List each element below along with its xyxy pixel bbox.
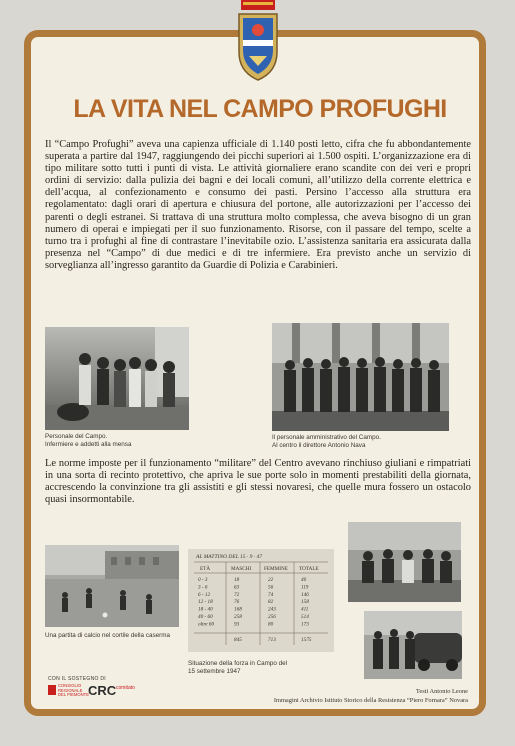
doc-col-maschi: MASCHI (231, 566, 252, 572)
photo-men-with-car (364, 611, 462, 679)
doc-table-cell: 0 - 3 (198, 577, 208, 583)
doc-table-cell: 74 (268, 591, 274, 598)
city-crest-icon (235, 0, 281, 84)
credit-images: Immagini Archivio Istituto Storico della Resistenza “Piero Fornara” Novara (273, 697, 468, 704)
doc-table-cell: 411 (301, 606, 309, 613)
doc-table-cell: 258 (234, 614, 242, 620)
photo-football-match (45, 545, 179, 627)
doc-col-eta: ETÀ (200, 566, 211, 572)
caption-photo-football: Una partita di calcio nel cortile della caserma (45, 632, 170, 639)
credit-texts: Testi Antonio Leone (415, 688, 468, 695)
doc-table-total: 713 (268, 637, 276, 643)
credits (250, 688, 468, 704)
doc-table-cell: 119 (301, 584, 309, 591)
photo-women-group (348, 522, 461, 602)
doc-table-cell: 3 - 6 (198, 584, 208, 591)
doc-table-cell: 12 - 18 (198, 599, 213, 606)
regional-council-logo: CONSIGLIO REGIONALE DEL PIEMONTE (58, 683, 90, 698)
doc-table-cell: 72 (234, 591, 240, 598)
caption-photo-staff: Personale del Campo. Infermiere e addetti alla mensa (45, 433, 132, 448)
doc-table-cell: 173 (301, 621, 309, 628)
doc-col-femmine: FEMMINE (264, 566, 288, 572)
doc-table-cell: 80 (268, 621, 274, 628)
doc-table-cell: 146 (301, 591, 309, 598)
doc-table-header: AL MATTINO DEL 15 · 9 · 47 (196, 554, 263, 560)
doc-col-totale: TOTALE (299, 566, 319, 572)
doc-table-cell: 18 (234, 577, 240, 583)
doc-table-cell: oltre 60 (198, 621, 215, 628)
doc-table-cell: 158 (301, 599, 309, 606)
doc-table-cell: 40 (301, 577, 307, 583)
doc-table-cell: 168 (234, 606, 242, 613)
intro-paragraph: Il “Campo Profughi” aveva una capienza ufficiale di 1.140 posti letto, cifra che fu abbondantemente superata a partire dal 1947, raggiungendo dei picchi superiori ai 1.500 ospiti. L’organizzazione era di tipo militare sotto tutti i punti di vista. Le attività giornaliere erano scandite con dei veri e propri ordini di servizio: dalla pulizia dei bagni e dei locali comuni, all’utilizzo della corrente elettrica e dell’acqua, al confezionamento e consumo dei pasti. Persino l’accesso alla struttura era regolamentato: dagli orari di apertura e chiusura del portone, alle autorizzazioni per l’accesso dei parenti o degli estranei. Si trattava di una struttura molto complessa, che aveva bisogno di un gran numero di operai e impiegati per il suo funzionamento. Risorse, con il passare del tempo, scelte a turno tra i profughi al fine di contrastare l’inevitabile ozio. L’assistenza sanitaria era assicurata dalla presenza nel “Campo” di due medici e di tre infermiere. Era previsto anche un servizio di sorveglianza all’ingresso garantito da Guardie di Polizia e Carabinieri. (45, 139, 471, 271)
doc-table-cell: 56 (268, 584, 274, 591)
photo-staff (45, 327, 189, 430)
sponsor-block (48, 676, 158, 710)
doc-table-cell: 256 (268, 614, 276, 620)
regional-council-logo-icon (48, 685, 56, 695)
doc-table-total: 845 (234, 637, 242, 643)
rules-paragraph: Le norme imposte per il funzionamento “militare” del Centro avevano rinchiuso giuliani e rimpatriati in una sorta di recinto protettivo, che apriva le sue porte solo in momenti prestabiliti della giornata, accrescendo la convinzione tra gli assistiti e gli stessi novaresi, che quelle mura fossero un ostacolo quasi insormontabile. (45, 458, 471, 506)
doc-table-cell: 6 - 12 (198, 591, 211, 598)
doc-table-cell: 93 (234, 621, 240, 628)
doc-table-cell: 40 - 60 (198, 614, 213, 620)
crc-logo: CRC (88, 683, 117, 698)
page-title: LA VITA NEL CAMPO PROFUGHI (73, 95, 447, 123)
caption-photo-document: Situazione della forza in Campo del 15 settembre 1947 (188, 660, 288, 675)
doc-table-cell: 22 (268, 577, 274, 583)
doc-table-cell: 82 (268, 599, 274, 606)
doc-table-cell: 18 - 40 (198, 606, 213, 613)
doc-table-cell: 76 (234, 599, 240, 606)
photo-administrative-staff (272, 323, 449, 431)
caption-photo-administrative-staff: Il personale amministrativo del Campo. Al centro il direttore Antonio Nava (272, 434, 381, 449)
doc-table-cell: 243 (268, 606, 276, 613)
doc-table-cell: 63 (234, 584, 240, 591)
photo-document-table (188, 549, 334, 652)
doc-table-cell: 514 (301, 614, 309, 620)
doc-table-total: 1575 (301, 637, 312, 643)
comitato-logo: comitato (116, 685, 135, 691)
sponsor-label: CON IL SOSTEGNO DI (48, 676, 106, 682)
